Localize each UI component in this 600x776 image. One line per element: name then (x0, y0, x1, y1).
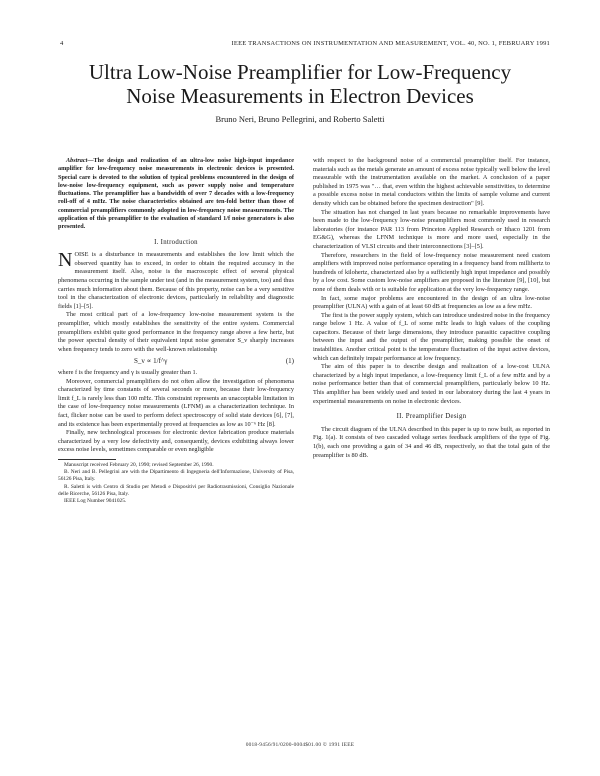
footnote-affiliation-2: R. Saletti is with Centro di Studio per Metodi e Dispositivi per Radiotrasmissioni, Consiglio Nazionale delle Ricerche, 56126 Pisa, Italy. (58, 483, 294, 497)
section-heading-introduction: I. Introduction (154, 238, 198, 246)
equation-body: S_v ∝ 1/f^γ (134, 357, 168, 366)
equation-1 (58, 357, 294, 366)
page-number: 4 (60, 40, 64, 47)
authors: Bruno Neri, Bruno Pellegrini, and Roberto Saletti (215, 114, 385, 124)
right-column (313, 157, 550, 460)
right-paragraph-1: with respect to the background noise of a commercial preamplifier itself. For instance, materials such as the metals generate an amount of excess noise typically well below the level measurable with the instrumentation available on the market. A conclusion of a paper published in 1975 was "… that, even within the highest achievable sensitivities, to determine a possible excess noise in metal conductors within the limits of sample volume and current density which can be obtained before the specimen destruction" [9]. (313, 157, 550, 207)
drop-cap: N (58, 249, 73, 272)
intro-paragraph-1 (58, 251, 294, 311)
intro-paragraph-5: Finally, new technological processes for electronic device fabrication produce materials characterized by a very low defectivity and, consequently, devices exhibiting always lower excess noise levels, sometimes comparable or even negligible (58, 429, 294, 454)
abstract-label: Abstract (66, 157, 88, 164)
paper-title (40, 60, 560, 108)
footnotes (58, 462, 294, 505)
title-line-2: Noise Measurements in Electron Devices (126, 84, 474, 108)
intro-paragraph-4: Moreover, commercial preamplifiers do not often allow the investigation of phenomena characterized by time constants of several seconds or more, because their low-frequency limit f_L is rarely less than 100 mHz. This constraint represents an unacceptable limitation in the case of low-frequency noise measurements (LFNM) as a characterization technique. In fact, flicker noise can be used to perform defect spectroscopy of solid state devices [6], [7], and its existence has been experimentally proved at frequencies as low as 10⁻⁶ Hz [8]. (58, 377, 294, 428)
footnote-affiliation-1: B. Neri and B. Pellegrini are with the Dipartimento di Ingegneria dell'Informazione, University of Pisa, 56126 Pisa, Italy. (58, 469, 294, 483)
right-paragraph-7: The circuit diagram of the ULNA described in this paper is up to now built, as reported in Fig. 1(a). It consists of two cascaded voltage series feedback amplifiers of the type of Fig. 1(b), each one providing a gain of 34 and 46 dB, respectively, so that the total gain of the preamplifier is 80 dB. (313, 425, 550, 459)
intro-paragraph-3: where f is the frequency and γ is usually greater than 1. (58, 368, 198, 376)
left-column (58, 157, 294, 505)
right-paragraph-5: The first is the power supply system, which can introduce undesired noise in the frequency range below 1 Hz. A value of f_L of some mHz leads to high values of the coupling capacitors. Because of their large dimensions, they introduce parasitic capacitive coupling between the input and the output of the preamplifier, making possible the onset of instabilities. Another critical point is the temperature fluctuation of the input active devices, which can definitely impair performance at low frequency. (313, 311, 550, 362)
footnote-rule (58, 459, 116, 460)
right-paragraph-2: The situation has not changed in last years because no remarkable improvements have been made to the low-frequency low-noise preamplifiers most commonly used in research laboratories (for instance PAR 113 from Princeton Applied Research or Ithaco 1201 from EG&G), whereas the LFNM technique is more and more used, especially in the characterization of VLSI circuits and their interconnections [3]–[5]. (313, 208, 550, 250)
title-line-1: Ultra Low-Noise Preamplifier for Low-Frequency (88, 60, 512, 84)
abstract-text: —The design and realization of an ultra-low noise high-input impedance amplifier for low-frequency noise measurements in electronic devices is presented. Special care is devoted to the solution of typical problems encountered in the design of low-noise low-frequency equipment, such as power supply noise and temperature fluctuations. The preamplifier has a bandwidth of over 7 decades with a low-frequency roll-off of 4 mHz. The noise characteristics obtained are ten-fold better than those of commercial preamplifiers commonly adopted in low-frequency noise measurements. The application of this preamplifier to the evaluation of standard 1/f noise generators is also presented. (58, 157, 294, 231)
abstract (58, 157, 294, 232)
right-paragraph-3: Therefore, researchers in the field of low-frequency noise measurement need custom amplifiers with improved noise performance operating in a frequency band from millihertz to hundreds of kilohertz, characterized also by a sufficiently high input impedance and possibly by a low cost. Some custom low-noise amplifiers are proposed in the literature [9], [10], but none of them deals with or is suitable for application at the very low-frequency range. (313, 251, 550, 293)
intro-paragraph-2: The most critical part of a low-frequency low-noise measurement system is the preamplifier, which mostly establishes the sensitivity of the entire system. Commercial preamplifiers exhibit quite good performance in the frequency range above a few hertz, but the power spectral density of their equivalent input noise generator S_v sharply increases when frequency tends to zero with the well-known relationship (58, 311, 294, 353)
right-paragraph-6: The aim of this paper is to describe design and realization of a low-cost ULNA characterized by a high input impedance, a low-frequency limit f_L of a few mHz and by a noise performance better than that of commercial preamplifiers, particularly below 10 Hz. This amplifier has been widely used and tested in our laboratory during the last 4 years in experimental measurements on noise in electronic devices. (313, 363, 550, 405)
copyright-line: 0018-9456/91/0200-0004$01.00 © 1991 IEEE (245, 742, 355, 748)
footnote-received: Manuscript received February 20, 1990; revised September 26, 1990. (64, 461, 214, 468)
footnote-log-number: IEEE Log Number 9041025. (64, 497, 127, 504)
running-header (60, 40, 550, 54)
right-paragraph-4: In fact, some major problems are encountered in the design of an ultra low-noise preamplifier (ULNA) with a gain of at least 60 dB at frequencies as low as a few mHz. (313, 294, 550, 311)
equation-number: (1) (285, 357, 294, 366)
section-heading-preamplifier-design: II. Preamplifier Design (396, 413, 467, 421)
journal-title: IEEE TRANSACTIONS ON INSTRUMENTATION AND MEASUREMENT, VOL. 40, NO. 1, FEBRUARY 1991 (231, 40, 550, 47)
intro-paragraph-1-text: OISE is a disturbance in measurements and establishes the low limit which the observed quantity has to exceed, in order to obtain the required accuracy in the measurement itself. Also, noise is the macroscopic effect of several physical phenomena occurring in the sample under test (and in the measurement system, too) and thus carries much information about them. Because of this property, noise can be a very sensitive tool in the characterization of electronic devices, particularly in reliability and diagnostic fields [1]–[5]. (58, 251, 294, 310)
